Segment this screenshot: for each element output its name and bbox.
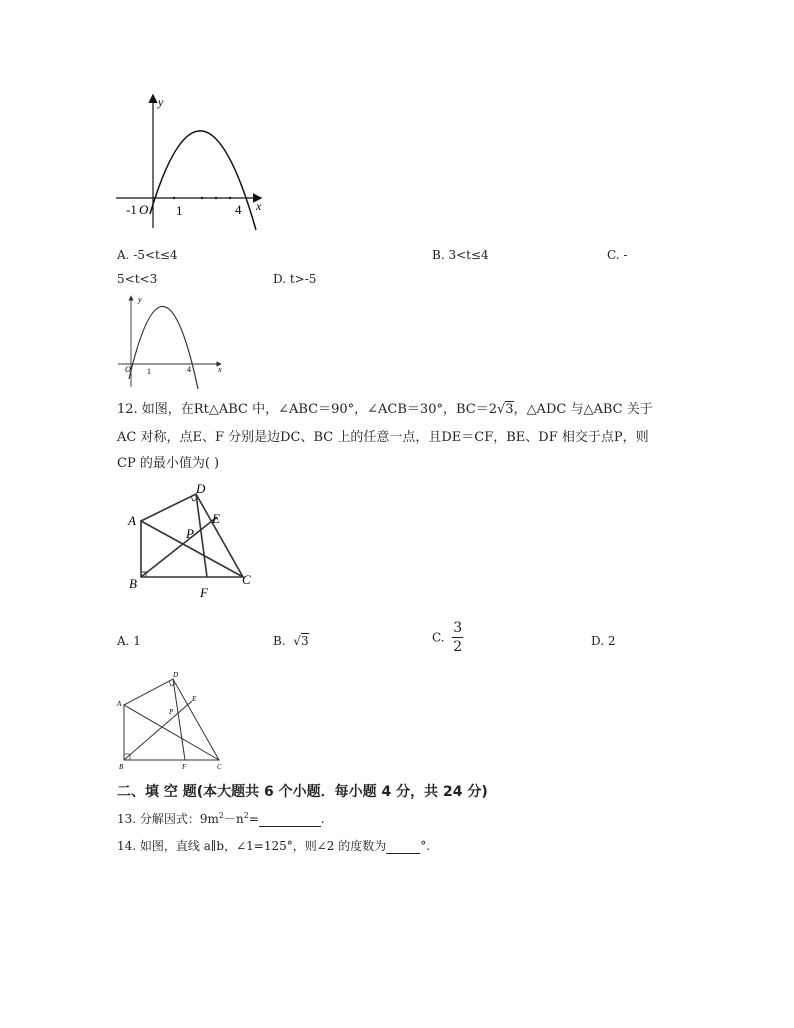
- sqrt-symbol: √: [496, 402, 506, 417]
- fraction-three-halves: $\frac{3}{2}$: [453, 620, 463, 655]
- origin-label-small: O: [125, 365, 131, 374]
- label-f-small: F: [182, 763, 187, 771]
- q13: 13. 分解因式：$9m^2-n^2=$ .: [117, 811, 325, 826]
- q12-option-c: C. $\frac{3}{2}$: [432, 620, 463, 655]
- label-c: C: [242, 572, 251, 587]
- q11-option-c: C. -: [607, 248, 628, 262]
- label-d: D: [196, 481, 206, 496]
- parabola-graph-small: [116, 293, 228, 389]
- tick-four: 4: [235, 202, 242, 217]
- parabola-graph-large: [112, 92, 272, 232]
- triangle-figure-small: [116, 668, 228, 772]
- label-f: F: [200, 585, 208, 600]
- section-two-title: 二、填 空 题(本大题共 6 个小题．每小题 4 分，共 24 分): [117, 784, 488, 800]
- q11-option-b: B. 3<t≤4: [432, 248, 489, 262]
- origin-label: O: [139, 202, 149, 217]
- label-e-small: E: [192, 695, 197, 703]
- label-d-small: D: [173, 671, 179, 679]
- q12-option-a: A. 1: [117, 634, 141, 648]
- label-a: A: [128, 513, 136, 528]
- y-axis-label: y: [158, 95, 164, 109]
- x-axis-label-small: x: [218, 365, 222, 374]
- label-p-small: P: [169, 708, 174, 716]
- y-axis-label-small: y: [138, 295, 142, 304]
- x-axis-label: x: [256, 199, 262, 213]
- q11-option-d: D. t>-5: [273, 272, 317, 286]
- q12-line-2: AC 对称，点E、F 分别是边DC、BC 上的任意一点，且DE＝CF，BE、DF 相交于点P，则: [117, 430, 649, 445]
- tick-one: 1: [176, 203, 183, 218]
- tick-one-small: 1: [147, 367, 151, 376]
- q14: 14. 如图，直线 a∥b，∠1=125°，则∠2 的度数为 °.: [117, 839, 431, 853]
- q12-line-3: CP 的最小值为( ): [117, 456, 220, 471]
- tick-neg-one: -1: [126, 202, 137, 217]
- label-b-small: B: [119, 763, 124, 771]
- sqrt-symbol: √: [293, 634, 301, 648]
- label-e: E: [212, 511, 220, 526]
- q11-option-c-continued: 5<t<3: [117, 272, 158, 286]
- label-a-small: A: [117, 700, 122, 708]
- answer-blank-q13: [259, 812, 321, 827]
- label-c-small: C: [217, 763, 222, 771]
- label-b: B: [129, 576, 137, 591]
- parabola-curve-small: [129, 306, 198, 389]
- answer-blank-q14: [386, 839, 420, 854]
- q11-option-a: A. -5<t≤4: [117, 248, 178, 262]
- label-p: P: [186, 526, 194, 541]
- q12-line-1: 12. 如图，在Rt△ABC 中，∠ABC＝90°，∠ACB＝30°，BC＝2√3，△ADC 与△ABC 关于: [117, 402, 653, 417]
- tick-four-small: 4: [187, 365, 191, 374]
- q12-option-d: D. 2: [591, 634, 616, 648]
- triangle-figure-large: [125, 480, 265, 602]
- q12-option-b: B. √3: [273, 634, 309, 648]
